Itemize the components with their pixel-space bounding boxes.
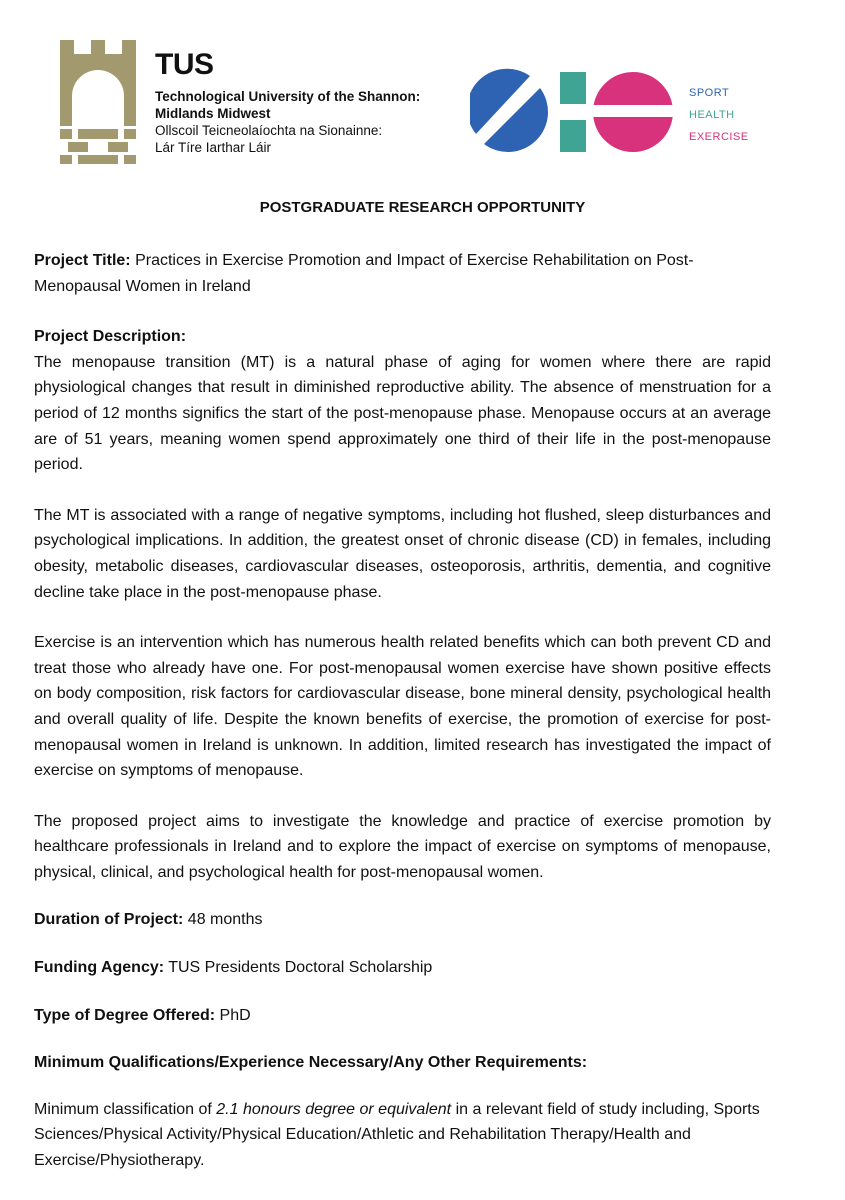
funding-label: Funding Agency: (34, 959, 165, 977)
description-paragraph: The menopause transition (MT) is a natural phase of aging for women where there are rapid physiological changes that result in diminished reproductive ability. The absence of menstruation for a period of 12 months significs the start of the post-menopause phase. Menopause occurs at an average are of 51 years, meaning women spend approximately one third of their life in the post-menopause period. (34, 353, 771, 474)
duration-row (34, 907, 771, 933)
duration-label: Duration of Project: (34, 911, 184, 929)
she-logo (470, 68, 675, 156)
description-paragraph: The proposed project aims to investigate the knowledge and practice of exercise promotion by healthcare professionals in Ireland and to explore the impact of exercise on symptoms of menopause, physical, clinical, and psychological health for post-menopausal women. (34, 812, 771, 881)
requirements-degree: 2.1 honours degree or equivalent (216, 1100, 452, 1118)
tus-castle-logo (58, 38, 138, 166)
degree-value: PhD (219, 1006, 251, 1024)
requirements-suffix: in a relevant field of study including, Sports Sciences/Physical Activity/Physical Education/Athletic and Rehabilitation Therapy/Health and Exercise/Physiotherapy. (34, 1100, 760, 1170)
tus-name-line-2: Midlands Midwest (155, 106, 271, 121)
project-description-label: Project Description: (34, 328, 187, 346)
requirements-label: Minimum Qualifications/Experience Necessary/Any Other Requirements: (34, 1054, 588, 1072)
tus-name-line-1: Technological University of the Shannon: (155, 89, 421, 104)
she-e-mark (590, 72, 675, 152)
she-word-health: HEALTH (689, 109, 735, 121)
description-paragraph: Exercise is an intervention which has numerous health related benefits which can both prevent CD and treat those who already have one. For post-menopausal women exercise have shown positive effects on body composition, risk factors for cardiovascular disease, bone mineral density, psychological health and overall quality of life. Despite the known benefits of exercise, the promotion of exercise for post-menopausal women in Ireland is unknown. In addition, limited research has investigated the impact of exercise on symptoms of menopause. (34, 634, 771, 780)
page-heading: POSTGRADUATE RESEARCH OPPORTUNITY (259, 199, 586, 216)
funding-row (34, 955, 771, 981)
tus-irish-line-1: Ollscoil Teicneolaíochta na Sionainne: (155, 123, 383, 138)
project-title (34, 248, 771, 299)
funding-value: TUS Presidents Doctoral Scholarship (168, 959, 433, 977)
she-h-mark (560, 72, 586, 152)
document-body (34, 248, 771, 1174)
requirements-prefix: Minimum classification of (34, 1100, 212, 1118)
project-title-label: Project Title: (34, 252, 131, 269)
she-s-mark (470, 69, 548, 152)
description-paragraph: The MT is associated with a range of negative symptoms, including hot flushed, sleep disturbances and psychological implications. In addition, the greatest onset of chronic disease (CD) in females, including obesity, metabolic diseases, cardiovascular diseases, osteoporosis, arthritis, dementia, and cognitive decline take place in the post-menopause phase. (34, 506, 771, 601)
duration-value: 48 months (187, 911, 263, 929)
she-words (689, 82, 749, 148)
degree-label: Type of Degree Offered: (34, 1006, 216, 1024)
tus-abbreviation: TUS (155, 48, 214, 81)
project-title-value: Practices in Exercise Promotion and Impact of Exercise Rehabilitation on Post-Menopausal Women in Ireland (34, 252, 694, 295)
tus-irish-line-2: Lár Tíre Iarthar Láir (155, 140, 272, 155)
requirements-text (34, 1097, 771, 1174)
she-word-sport: SPORT (689, 87, 730, 99)
tus-wordmark (155, 50, 455, 156)
degree-row (34, 1003, 771, 1029)
she-word-exercise: EXERCISE (689, 131, 749, 143)
